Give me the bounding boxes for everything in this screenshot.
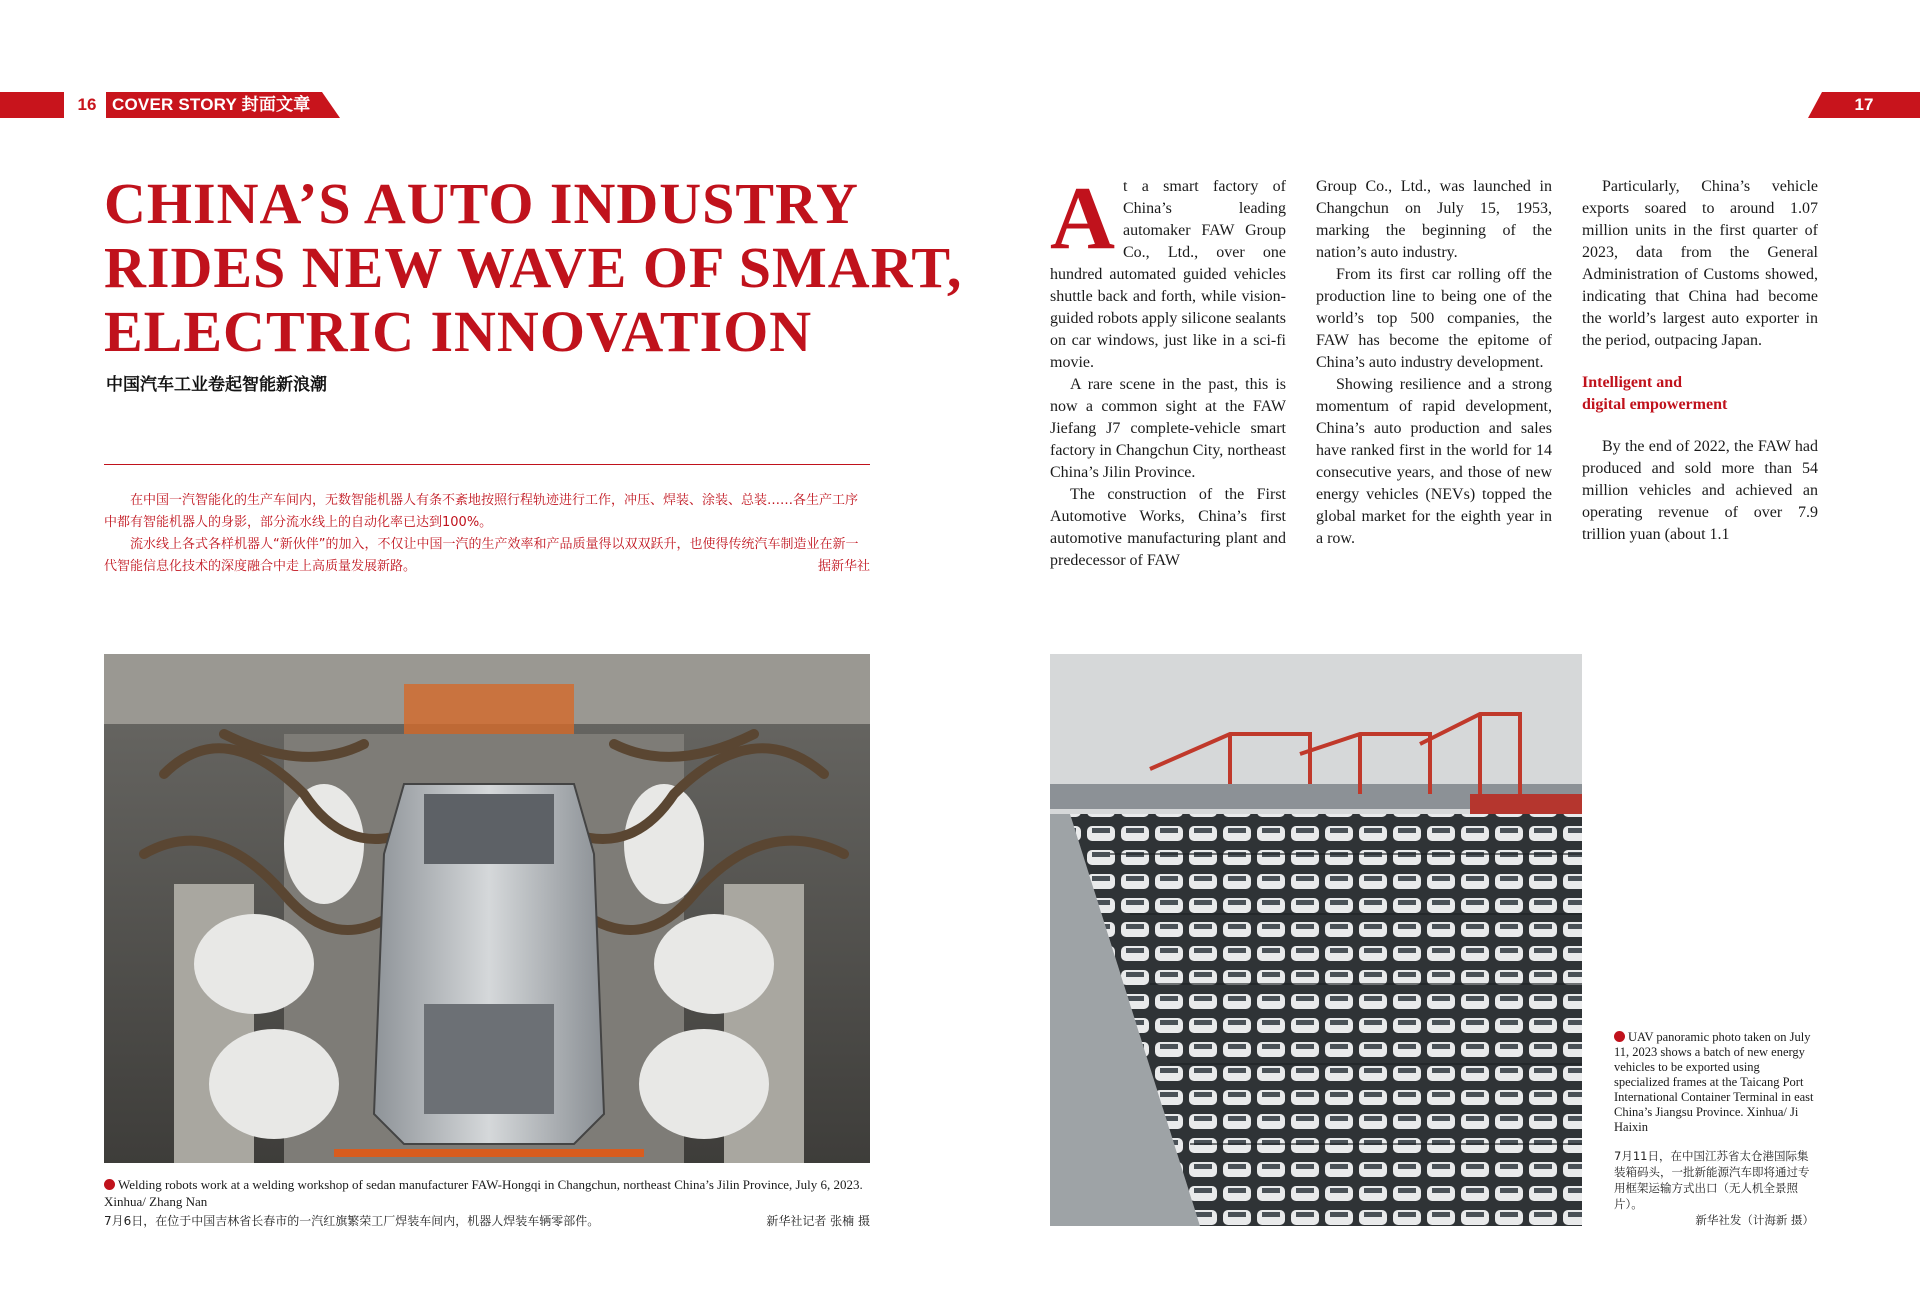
body-paragraph: By the end of 2022, the FAW had produced and sold more than 54 million vehicles and achieved an operating revenue of over 7.9 trillion yuan (about 1.1: [1582, 438, 1818, 543]
port-vehicles-photo: [1050, 654, 1582, 1226]
caption-text: UAV panoramic photo taken on July 11, 2023 shows a batch of new energy vehicles to be exported using specialized frames at the Taicang Port International Container Terminal in east China’s Jiangsu Province. Xinhua/ Ji Haixin: [1614, 1030, 1814, 1134]
body-paragraph: The construction of the First Automotive Works, China’s first automotive manufacturing plant and predecessor of FAW: [1050, 486, 1286, 569]
page-number-right: 17: [1854, 95, 1874, 114]
photo-caption-left-cn: [104, 1213, 870, 1230]
body-text: t a smart factory of China’s leading automaker FAW Group Co., Ltd., over one hundred automated guided vehicles shuttle back and forth, while vision-guided robots apply silicone sealants on car windows, just like in a sci-fi movie.: [1050, 178, 1286, 371]
body-column-3: [1582, 176, 1818, 546]
subheading-line: Intelligent and: [1582, 374, 1683, 391]
summary-text: 流水线上各式各样机器人“新伙伴”的加入，不仅让中国一汽的生产效率和产品质量得以双双跃升，也使得传统汽车制造业在新一代智能信息化技术的深度融合中走上高质量发展新路。: [104, 537, 859, 574]
body-column-2: [1316, 176, 1552, 550]
body-paragraph: From its first car rolling off the production line to being one of the world’s top 500 companies, the FAW has become the epitome of China’s auto industry development.: [1316, 266, 1552, 371]
summary-paragraph: 在中国一汽智能化的生产车间内，无数智能机器人有条不紊地按照行程轨迹进行工作，冲压、焊装、涂装、总装……各生产工序中都有智能机器人的身影，部分流水线上的自动化率已达到100%。: [104, 493, 859, 530]
subheading-line: digital empowerment: [1582, 396, 1728, 413]
section-label: COVER STORY 封面文章: [112, 95, 311, 114]
summary-paragraph: [104, 534, 870, 578]
photo-caption-right: [1614, 1030, 1818, 1135]
article-title-cn: 中国汽车工业卷起智能新浪潮: [106, 375, 327, 395]
caption-text: Welding robots work at a welding workshop of sedan manufacturer FAW-Hongqi in Changchun, northeast China’s Jilin Province, July 6, 2023. Xinhua/ Zhang Nan: [104, 1177, 863, 1209]
body-paragraph: Showing resilience and a strong momentum of rapid development, China’s auto production and sales have ranked first in the world for 14 consecutive years, and those of new energy vehicles (NEVs) topped the global market for the eighth year in a row.: [1316, 376, 1552, 547]
photo-credit: 新华社记者 张楠 摄: [766, 1214, 870, 1228]
body-paragraph: Group Co., Ltd., was launched in Changchun on July 15, 1953, marking the beginning of the nation’s auto industry.: [1316, 178, 1552, 261]
article-title: [104, 171, 963, 364]
photo-credit-right: 新华社发（计海新 摄）: [1695, 1213, 1814, 1227]
welding-robots-photo: [104, 654, 870, 1163]
page-number-left: 16: [77, 95, 97, 114]
drop-cap: A: [1050, 169, 1115, 268]
title-line: RIDES NEW WAVE OF SMART,: [104, 235, 963, 300]
title-line: ELECTRIC INNOVATION: [104, 299, 813, 364]
camera-icon: [1614, 1031, 1625, 1042]
body-paragraph: A rare scene in the past, this is now a common sight at the FAW Jiefang J7 complete-vehicle smart factory in Changchun City, northeast China’s Jilin Province.: [1050, 376, 1286, 481]
chinese-summary: [104, 490, 870, 578]
body-paragraph: Particularly, China’s vehicle exports soared to around 1.07 million units in the first quarter of 2023, data from the General Administration of Customs showed, indicating that China had become the world’s largest auto exporter in the period, outpacing Japan.: [1582, 178, 1818, 349]
photo-caption-right-cn: 7月11日，在中国江苏省太仓港国际集装箱码头，一批新能源汽车即将通过专用框架运输方式出口（无人机全景照片）。: [1614, 1149, 1810, 1211]
divider: [104, 464, 870, 465]
body-column-1: [1050, 169, 1286, 572]
summary-credit: 据新华社: [817, 559, 870, 574]
photo-caption-left: [104, 1176, 874, 1210]
body-paragraph: [1050, 169, 1286, 374]
subheading: [1582, 372, 1818, 416]
camera-icon: [104, 1179, 115, 1190]
title-line: CHINA’S AUTO INDUSTRY: [104, 171, 859, 236]
caption-cn-text: 7月6日，在位于中国吉林省长春市的一汽红旗繁荣工厂焊装车间内，机器人焊装车辆零部件。: [104, 1214, 600, 1228]
